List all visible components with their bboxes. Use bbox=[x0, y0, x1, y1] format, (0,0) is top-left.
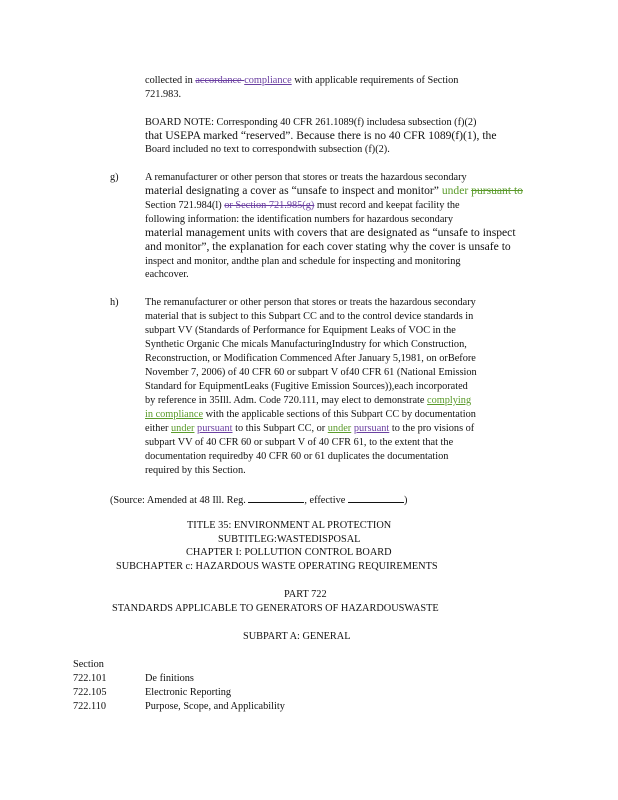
source-note bbox=[110, 492, 407, 507]
item-h-line3: subpart VV (Standards of Performance for Equipment Leaks of VOC in the bbox=[145, 325, 456, 336]
item-g-line3 bbox=[145, 199, 460, 212]
text: , effective bbox=[304, 495, 348, 506]
board-note-line3: Board included no text to correspondwith subsection (f)(2). bbox=[145, 144, 390, 155]
heading-chapter: CHAPTER I: POLLUTION CONTROL BOARD bbox=[186, 547, 392, 558]
item-h-line9 bbox=[145, 408, 476, 421]
blank-line bbox=[348, 492, 404, 503]
text: with the applicable sections of this Subpart CC by documentation bbox=[203, 409, 476, 420]
text: ) bbox=[403, 495, 408, 506]
item-h-line12: documentation requiredby 40 CFR 60 or 61 duplicates the documentation bbox=[145, 451, 449, 462]
text: must record and keepat facility the bbox=[314, 200, 460, 211]
heading-subpart: SUBPART A: GENERAL bbox=[243, 631, 351, 642]
text: either bbox=[145, 423, 172, 434]
item-g-line8: eachcover. bbox=[145, 269, 189, 280]
text: collected in bbox=[145, 75, 196, 86]
inserted-text: under bbox=[441, 184, 469, 197]
item-h-line13: required by this Section. bbox=[145, 465, 246, 476]
item-h-label: h) bbox=[110, 297, 119, 308]
heading-title: TITLE 35: ENVIRONMENT AL PROTECTION bbox=[187, 520, 392, 531]
item-h-line1: The remanufacturer or other person that stores or treats the hazardous secondary bbox=[145, 297, 476, 308]
deleted-text: or Section 721.985(g) bbox=[224, 200, 315, 211]
item-h-line7: Standard for EquipmentLeaks (Fugitive Emission Sources)),each incorporated bbox=[145, 381, 468, 392]
inserted-text: compliance bbox=[244, 75, 292, 86]
item-h-line4: Synthetic Organic Che micals ManufacturingIndustry for which Construction, bbox=[145, 339, 467, 350]
heading-part: PART 722 bbox=[284, 589, 327, 600]
section-num: 722.101 bbox=[73, 673, 107, 684]
section-num: 722.105 bbox=[73, 687, 107, 698]
text: Section 721.984(l) bbox=[145, 200, 225, 211]
section-num: 722.110 bbox=[73, 701, 107, 712]
deleted-text: pursuant bbox=[197, 423, 233, 434]
heading-subchapter: SUBCHAPTER c: HAZARDOUS WASTE OPERATING REQUIREMENTS bbox=[116, 561, 438, 572]
heading-part-title: STANDARDS APPLICABLE TO GENERATORS OF HAZARDOUSWASTE bbox=[112, 603, 439, 614]
heading-subtitle: SUBTITLEG:WASTEDISPOSAL bbox=[218, 534, 361, 545]
text: to the pro visions of bbox=[389, 423, 475, 434]
board-note-line1: BOARD NOTE: Corresponding 40 CFR 261.1089(f) includesa subsection (f)(2) bbox=[145, 117, 477, 128]
item-g-line5: material management units with covers that are designated as “unsafe to inspect bbox=[145, 226, 516, 239]
text: with applicable requirements of Section bbox=[291, 75, 459, 86]
deleted-text: accordance bbox=[195, 75, 245, 86]
item-h-line6: November 7, 2006) of 40 CFR 60 or subpart V of40 CFR 61 (National Emission bbox=[145, 367, 477, 378]
item-h-line10 bbox=[145, 422, 474, 435]
inserted-text: complying bbox=[427, 395, 472, 406]
deleted-text: pursuant to bbox=[471, 184, 523, 197]
blank-line bbox=[248, 492, 304, 503]
item-h-line11: subpart VV of 40 CFR 60 or subpart V of 40 CFR 61, to the extent that the bbox=[145, 437, 454, 448]
item-g-label: g) bbox=[110, 172, 119, 183]
text: (Source: Amended at 48 Ill. Reg. bbox=[110, 495, 249, 506]
section-title: Purpose, Scope, and Applicability bbox=[145, 701, 285, 712]
inserted-text: under bbox=[171, 423, 195, 434]
text: by reference in 35Ill. Adm. Code 720.111, may elect to demonstrate bbox=[145, 395, 428, 406]
item-g-line1: A remanufacturer or other person that stores or treats the hazardous secondary bbox=[145, 172, 467, 183]
text: material designating a cover as “unsafe to inspect and monitor” bbox=[145, 184, 442, 197]
para1-line2: 721.983. bbox=[145, 89, 182, 100]
item-h-line2: material that is subject to this Subpart CC and to the control device standards in bbox=[145, 311, 474, 322]
inserted-text: under bbox=[327, 423, 352, 434]
item-g-line6: and monitor”, the explanation for each cover stating why the cover is unsafe to bbox=[145, 240, 511, 253]
para1-line1 bbox=[145, 74, 458, 87]
item-h-line8 bbox=[145, 394, 471, 407]
item-g-line4: following information: the identification numbers for hazardous secondary bbox=[145, 214, 453, 225]
deleted-text: pursuant bbox=[353, 423, 390, 434]
section-title: De finitions bbox=[145, 673, 194, 684]
item-g-line2 bbox=[145, 184, 523, 197]
item-h-line5: Reconstruction, or Modification Commenced After January 5,1981, on orBefore bbox=[145, 353, 476, 364]
section-header: Section bbox=[73, 659, 104, 670]
item-g-line7: inspect and monitor, andthe plan and schedule for inspecting and monitoring bbox=[145, 256, 461, 267]
inserted-text: in compliance bbox=[145, 409, 204, 420]
text: to this Subpart CC, or bbox=[232, 423, 328, 434]
section-title: Electronic Reporting bbox=[145, 687, 232, 698]
board-note-line2: that USEPA marked “reserved”. Because there is no 40 CFR 1089(f)(1), the bbox=[145, 129, 497, 142]
